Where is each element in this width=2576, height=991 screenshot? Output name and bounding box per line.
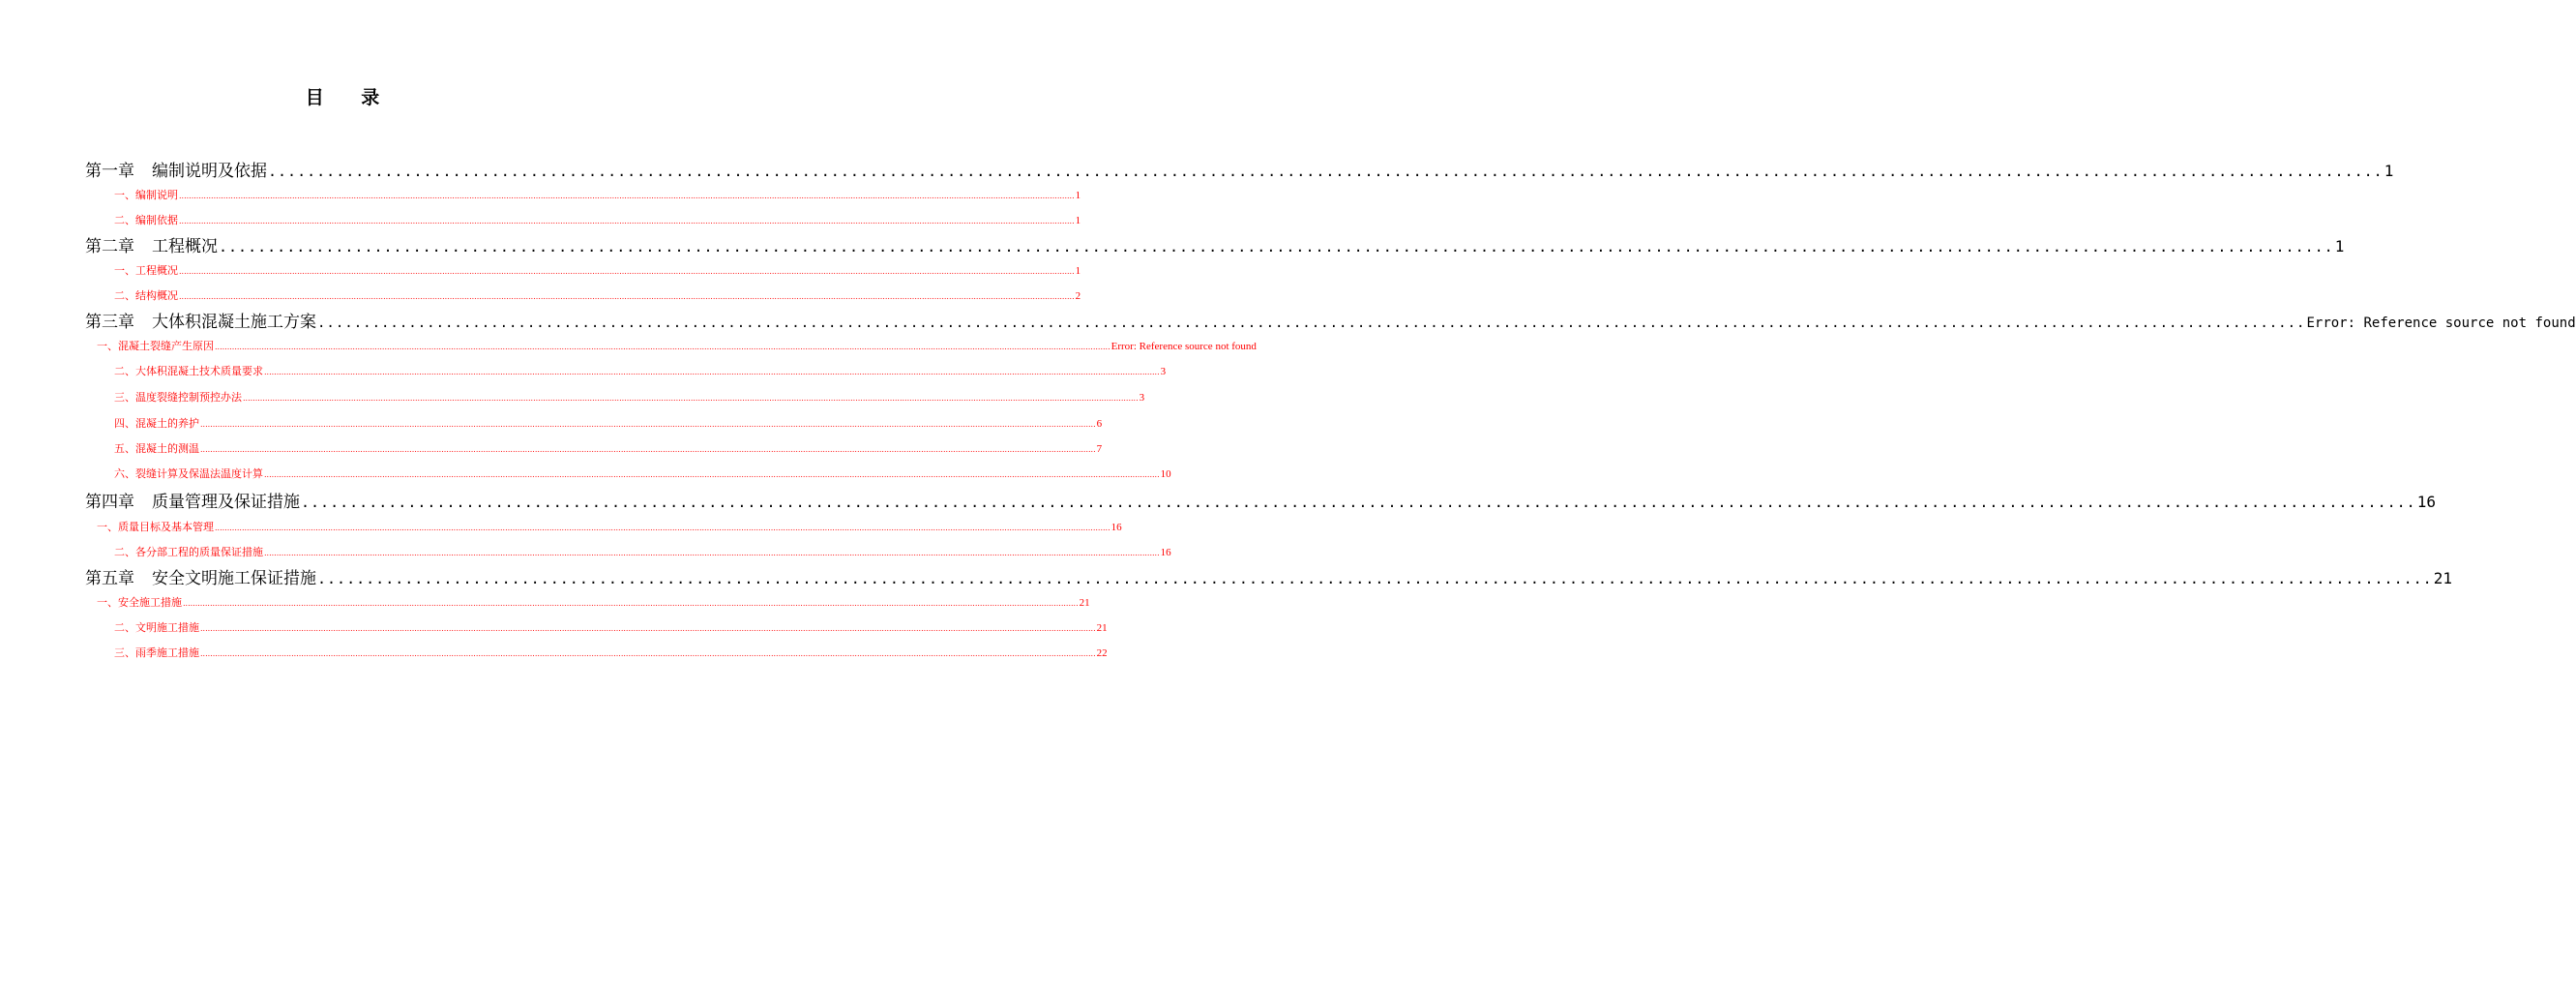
section-label: 二、大体积混凝土技术质量要求: [114, 365, 263, 377]
page-number: 1: [1075, 215, 1081, 226]
section-label: 一、混凝土裂缝产生原因: [97, 340, 214, 352]
dot-leader: ............................................................................................................................................................................................................................................................................................................................................................................: [179, 292, 1075, 301]
toc-section-3-4[interactable]: [114, 415, 1103, 431]
section-label: 一、安全施工措施: [97, 596, 182, 609]
page-number: 1: [2334, 237, 2345, 255]
toc-section-2-1[interactable]: [114, 262, 1081, 278]
page-number: 2: [1075, 290, 1081, 302]
chapter-number: 第三章: [85, 313, 134, 332]
page-number: Error: Reference source not found: [1110, 341, 1257, 352]
dot-leader: ............................................................................................................................................................................................................................................................................................................................................................................: [264, 368, 1160, 376]
section-label: 二、各分部工程的质量保证措施: [114, 546, 263, 558]
page-number: 21: [1079, 597, 1090, 609]
toc-section-3-1[interactable]: [97, 338, 1257, 353]
page-number: 21: [1096, 622, 1108, 634]
chapter-title: 安全文明施工保证措施: [152, 569, 316, 588]
dot-leader: ..........................................................................................................................................................................................................................: [317, 315, 2306, 331]
page-number: 3: [1160, 366, 1167, 377]
chapter-title: 工程概况: [152, 237, 218, 256]
chapter-label: [85, 232, 218, 256]
dot-leader: ............................................................................................................................................................................................................................................................................................................................................................................: [179, 217, 1075, 225]
page-number: 6: [1096, 418, 1103, 430]
page-number: 16: [2416, 493, 2436, 511]
toc-title: 目 录: [305, 87, 396, 108]
dot-leader: ..........................................................................................................................................................................................................................: [317, 570, 2433, 587]
page-number: 1: [1075, 190, 1081, 201]
section-label: 二、编制依据: [114, 214, 178, 226]
chapter-label: [85, 564, 316, 588]
chapter-title: 质量管理及保证措施: [152, 493, 300, 512]
toc-section-3-6[interactable]: [114, 465, 1171, 481]
chapter-number: 第五章: [85, 569, 134, 588]
dot-leader: ............................................................................................................................................................................................................................................................................................................................................................................: [179, 267, 1075, 276]
toc-section-2-2[interactable]: [114, 287, 1081, 303]
dot-leader: ............................................................................................................................................................................................................................................................................................................................................................................: [200, 624, 1096, 633]
page-number: 16: [1160, 547, 1171, 558]
dot-leader: ............................................................................................................................................................................................................................................................................................................................................................................: [215, 343, 1110, 351]
toc-chapter-4[interactable]: [85, 488, 2436, 512]
toc-section-5-3[interactable]: [114, 645, 1108, 660]
toc-chapter-3[interactable]: [85, 308, 2576, 332]
section-label: 六、裂缝计算及保温法温度计算: [114, 467, 263, 480]
page-number: 16: [1110, 522, 1122, 533]
page-number: Error: Reference source not found: [2306, 315, 2576, 331]
toc-section-3-3[interactable]: [114, 389, 1145, 405]
section-label: 二、结构概况: [114, 289, 178, 302]
section-label: 三、温度裂缝控制预控办法: [114, 391, 242, 404]
dot-leader: ............................................................................................................................................................................................................................................................................................................................................................................: [179, 192, 1075, 200]
chapter-title: 编制说明及依据: [152, 162, 267, 181]
page-number: 7: [1096, 443, 1103, 455]
dot-leader: ..........................................................................................................................................................................................................................: [301, 494, 2416, 511]
section-label: 四、混凝土的养护: [114, 417, 199, 430]
section-label: 一、工程概况: [114, 264, 178, 277]
page-number: 10: [1160, 468, 1171, 480]
chapter-label: [85, 488, 300, 512]
toc-chapter-1[interactable]: [85, 157, 2394, 181]
page-number: 21: [2433, 569, 2452, 587]
toc-section-5-1[interactable]: [97, 594, 1090, 610]
page-number: 3: [1139, 392, 1145, 404]
chapter-label: [85, 308, 316, 332]
dot-leader: ..........................................................................................................................................................................................................................: [219, 238, 2334, 255]
chapter-number: 第四章: [85, 493, 134, 512]
dot-leader: ............................................................................................................................................................................................................................................................................................................................................................................: [215, 524, 1110, 532]
page-number: 22: [1096, 647, 1108, 659]
chapter-title: 大体积混凝土施工方案: [152, 313, 316, 332]
toc-chapter-5[interactable]: [85, 564, 2452, 588]
section-label: 二、文明施工措施: [114, 621, 199, 634]
dot-leader: ..........................................................................................................................................................................................................................: [268, 163, 2384, 180]
toc-section-4-2[interactable]: [114, 544, 1171, 559]
dot-leader: ............................................................................................................................................................................................................................................................................................................................................................................: [264, 470, 1160, 479]
toc-section-4-1[interactable]: [97, 519, 1122, 534]
section-label: 一、编制说明: [114, 189, 178, 201]
dot-leader: ............................................................................................................................................................................................................................................................................................................................................................................: [200, 445, 1096, 454]
toc-section-1-2[interactable]: [114, 212, 1081, 227]
chapter-number: 第二章: [85, 237, 134, 256]
chapter-label: [85, 157, 267, 181]
dot-leader: ............................................................................................................................................................................................................................................................................................................................................................................: [200, 649, 1096, 658]
dot-leader: ............................................................................................................................................................................................................................................................................................................................................................................: [183, 599, 1079, 608]
section-label: 一、质量目标及基本管理: [97, 521, 214, 533]
section-label: 三、雨季施工措施: [114, 646, 199, 659]
dot-leader: ............................................................................................................................................................................................................................................................................................................................................................................: [264, 549, 1160, 557]
toc-chapter-2[interactable]: [85, 232, 2345, 256]
toc-section-5-2[interactable]: [114, 619, 1108, 635]
toc-section-1-1[interactable]: [114, 187, 1081, 202]
section-label: 五、混凝土的测温: [114, 442, 199, 455]
dot-leader: ............................................................................................................................................................................................................................................................................................................................................................................: [200, 420, 1096, 429]
toc-section-3-2[interactable]: [114, 363, 1167, 378]
toc-section-3-5[interactable]: [114, 440, 1103, 456]
chapter-number: 第一章: [85, 162, 134, 181]
page-number: 1: [2384, 162, 2394, 180]
dot-leader: ............................................................................................................................................................................................................................................................................................................................................................................: [243, 394, 1139, 403]
page-number: 1: [1075, 265, 1081, 277]
